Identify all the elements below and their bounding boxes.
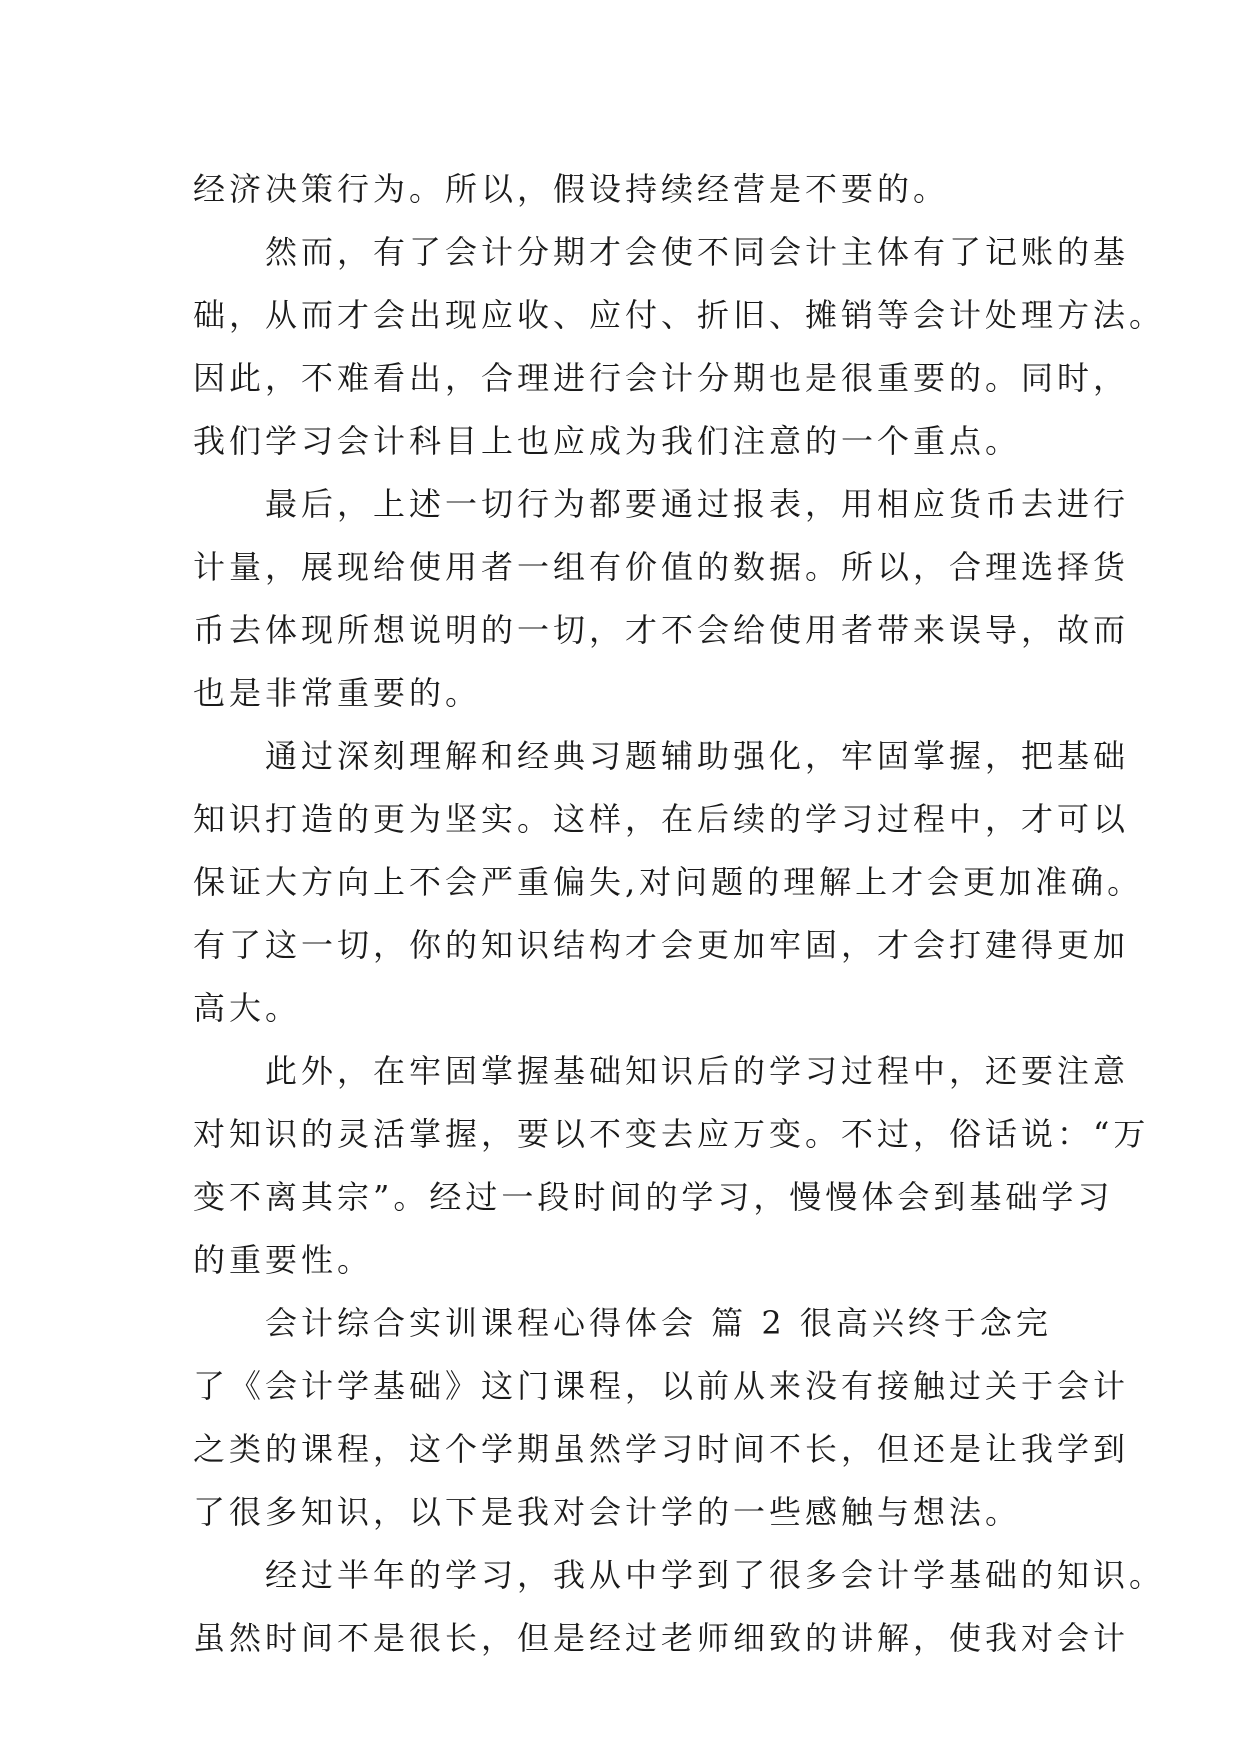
text-line: 最后，上述一切行为都要通过报表，用相应货币去进行 (265, 485, 1130, 523)
text-line: 知识打造的更为坚实。这样，在后续的学习过程中，才可以 (193, 800, 1130, 838)
text-line: 之类的课程，这个学期虽然学习时间不长，但还是让我学到 (193, 1430, 1130, 1468)
text-line: 了《会计学基础》这门课程，以前从来没有接触过关于会计 (193, 1367, 1130, 1405)
text-line: 变不离其宗”。经过一段时间的学习，慢慢体会到基础学习 (193, 1178, 1114, 1216)
text-line: 有了这一切，你的知识结构才会更加牢固，才会打建得更加 (193, 926, 1130, 964)
text-line: 础，从而才会出现应收、应付、折旧、摊销等会计处理方法。 (193, 296, 1166, 334)
text-line: 高大。 (193, 989, 302, 1027)
text-line: 了很多知识，以下是我对会计学的一些感触与想法。 (193, 1493, 1022, 1531)
text-line: 经过半年的学习，我从中学到了很多会计学基础的知识。 (265, 1556, 1166, 1594)
text-line: 因此，不难看出，合理进行会计分期也是很重要的。同时， (193, 359, 1130, 397)
text-line: 对知识的灵活掌握，要以不变去应万变。不过，俗话说：“万 (193, 1115, 1150, 1153)
text-line: 虽然时间不是很长，但是经过老师细致的讲解，使我对会计 (193, 1619, 1130, 1657)
text-line: 计量，展现给使用者一组有价值的数据。所以，合理选择货 (193, 548, 1130, 586)
text-line: 我们学习会计科目上也应成为我们注意的一个重点。 (193, 422, 1022, 460)
text-line: 然而，有了会计分期才会使不同会计主体有了记账的基 (265, 233, 1130, 271)
text-line: 的重要性。 (193, 1241, 374, 1279)
text-line: 币去体现所想说明的一切，才不会给使用者带来误导，故而 (193, 611, 1130, 649)
text-line: 此外，在牢固掌握基础知识后的学习过程中，还要注意 (265, 1052, 1130, 1090)
document-body (193, 158, 1166, 1670)
text-line: 会计综合实训课程心得体会 篇 2 很高兴终于念完 (265, 1304, 1052, 1342)
text-line: 经济决策行为。所以，假设持续经营是不要的。 (193, 170, 950, 208)
text-line: 通过深刻理解和经典习题辅助强化，牢固掌握，把基础 (265, 737, 1130, 775)
text-line: 也是非常重要的。 (193, 674, 482, 712)
text-line: 保证大方向上不会严重偏失,对问题的理解上才会更加准确。 (193, 863, 1144, 901)
